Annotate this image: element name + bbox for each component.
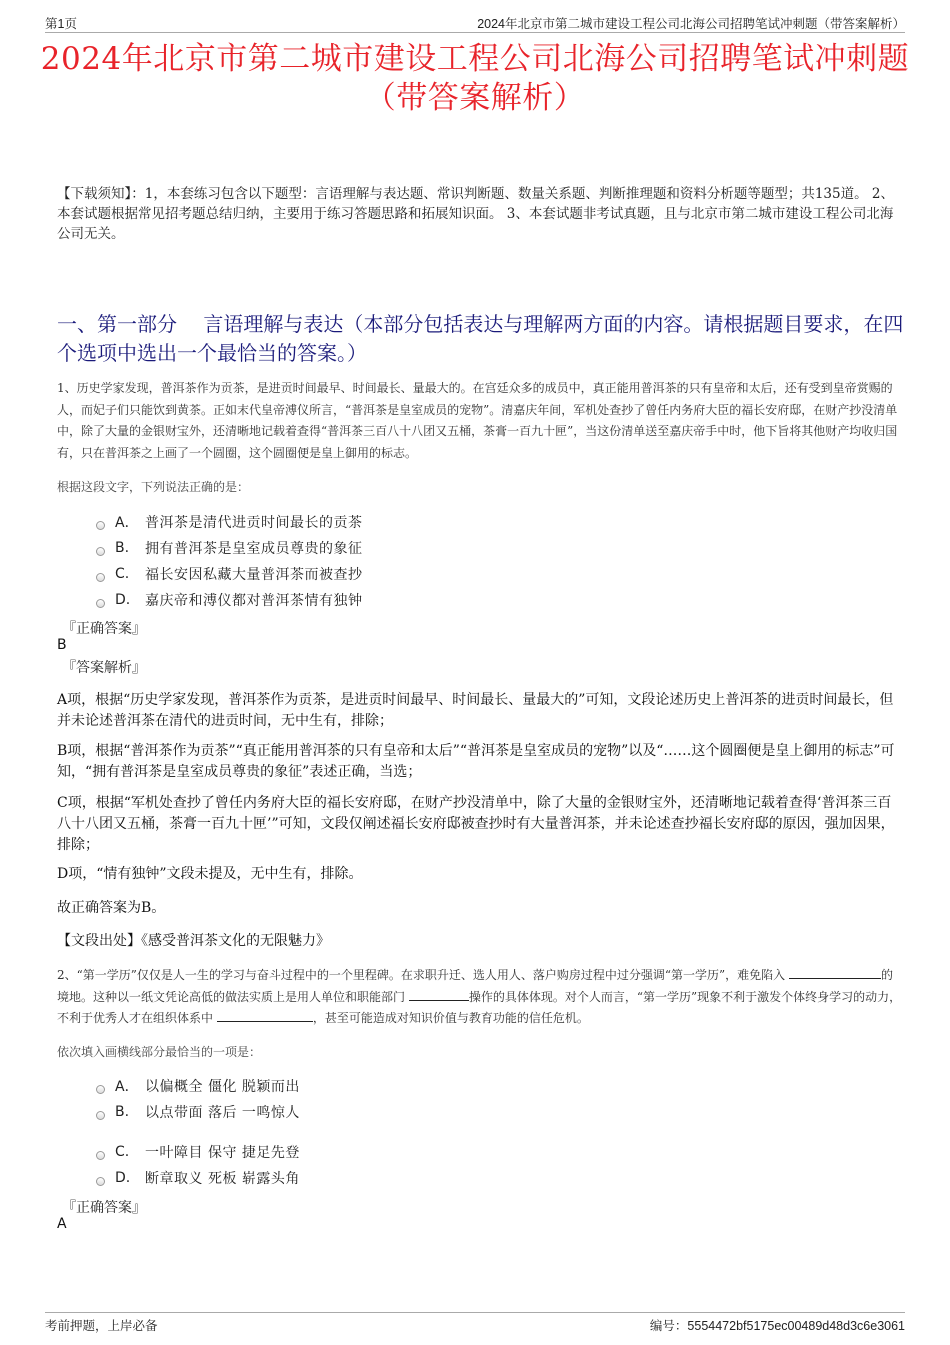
option-c[interactable] (96, 1139, 300, 1165)
option-text: 以偏概全 僵化 脱颖而出 (145, 1079, 300, 1095)
analysis-paragraph-c: C项，根据“军机处查抄了曾任内务府大臣的福长安府邸，在财产抄没清单中，除了大量的金银财宝外，还清晰地记载着查得‘普洱茶三百八十八团又五桶，茶膏一百九十匣’”可知，文段仅阐述福长安府邸被查抄时有大量普洱茶，并未论述查抄福长安府邸的原因，强加因果，排除； (57, 795, 895, 853)
option-text: 嘉庆帝和溥仪都对普洱茶情有独钟 (145, 593, 363, 609)
footer-slogan: 考前押题，上岸必备 (45, 1319, 158, 1333)
analysis-paragraph-a: A项，根据“历史学家发现，普洱茶作为贡茶，是进贡时间最早、时间最长、量最大的”可知，文段论述历史上普洱茶的进贡时间最长，但并未论述普洱茶在清代的进贡时间，无中生有，排除； (57, 692, 894, 729)
option-letter: C. (115, 566, 130, 582)
option-c[interactable] (96, 561, 363, 587)
page-number: 第1页 (45, 17, 77, 31)
option-a[interactable] (96, 1073, 300, 1099)
question-1-options (96, 509, 363, 613)
option-b[interactable] (96, 535, 363, 561)
question-2-stem (57, 965, 905, 1030)
option-text: 以点带面 落后 一鸣惊人 (145, 1105, 300, 1121)
option-d[interactable] (96, 587, 363, 613)
stem-part: 操作的具体体现。对个人而言，“第一学历”现象不利于激发个体终身学习的动力，不利于优秀人才在组织体系中 (57, 989, 902, 1025)
option-d[interactable] (96, 1165, 300, 1191)
correct-answer-label: 『正确答案』 (62, 1200, 146, 1216)
stem-part: ，甚至可能造成对知识价值与教育功能的信任危机。 (312, 1011, 589, 1025)
header-doc-title: 2024年北京市第二城市建设工程公司北海公司招聘笔试冲刺题（带答案解析） (477, 17, 905, 31)
fill-blank-3 (217, 1008, 313, 1022)
fill-blank-2 (409, 987, 469, 1001)
option-letter: B. (115, 1104, 130, 1120)
radio-button[interactable] (96, 1177, 105, 1186)
passage-source: 【文段出处】《感受普洱茶文化的无限魅力》 (57, 933, 330, 949)
code-label: 编号： (649, 1319, 688, 1333)
option-text: 福长安因私藏大量普洱茶而被查抄 (145, 567, 363, 583)
option-text: 一叶障目 保守 捷足先登 (145, 1145, 300, 1161)
question-2-prompt: 依次填入画横线部分最恰当的一项是： (57, 1045, 262, 1059)
question-1-stem: 1、历史学家发现，普洱茶作为贡茶，是进贡时间最早、时间最长、量最大的。在宫廷众多的成员中，真正能用普洱茶的只有皇帝和太后，还有受到皇帝赏赐的人，而妃子们只能饮到黄茶。正如末代皇帝溥仪所言，“普洱茶是皇室成员的宠物”。清嘉庆年间，军机处查抄了曾任内务府大臣的福长安府邸，在财产抄没清单中，除了大量的金银财宝外，还清晰地记载着查得“普洱茶三百八十八团又五桶，茶膏一百九十匣”，当这份清单送至嘉庆帝手中时，他下旨将其他财产均收归国有，只在普洱茶之上画了一个圆圈，这个圆圈便是皇上御用的标志。 (57, 381, 898, 460)
fill-blank-1 (789, 965, 881, 979)
option-letter: B. (115, 540, 130, 556)
option-letter: D. (115, 1170, 131, 1186)
question-2-options (96, 1073, 300, 1191)
section-title: 一、第一部分 言语理解与表达（本部分包括表达与理解两方面的内容。请根据题目要求，在四个选项中选出一个最恰当的答案。） (57, 312, 904, 365)
option-letter: D. (115, 592, 131, 608)
option-text: 拥有普洱茶是皇室成员尊贵的象征 (145, 541, 363, 557)
analysis-paragraph-d: D项，“情有独钟”文段未提及，无中生有，排除。 (57, 866, 363, 882)
option-letter: A． (115, 1079, 139, 1095)
stem-part: 的境地。这种以一纸文凭论高低的做法实质上是用人单位和职能部门 (57, 968, 894, 1004)
analysis-conclusion: 故正确答案为B。 (57, 900, 166, 916)
analysis-paragraph-b: B项，根据“普洱茶作为贡茶”“真正能用普洱茶的只有皇帝和太后”“普洱茶是皇室成员的宠物”以及“……这个圆圈便是皇上御用的标志”可知，“拥有普洱茶是皇室成员尊贵的象征”表述正确，当选； (57, 743, 895, 780)
radio-button[interactable] (96, 573, 105, 582)
title-line-1: 2024年北京市第二城市建设工程公司北海公司招聘笔试冲刺题 (40, 41, 910, 77)
radio-button[interactable] (96, 1151, 105, 1160)
title-line-2: （带答案解析） (364, 80, 586, 116)
correct-answer: B (57, 637, 67, 653)
option-b[interactable] (96, 1099, 300, 1125)
radio-button[interactable] (96, 599, 105, 608)
download-notice: 【下载须知】：1，本套练习包含以下题型：言语理解与表达题、常识判断题、数量关系题、判断推理题和资料分析题等题型；共135道。 2、本套试题根据常见招考题总结归纳，主要用于练习答题思路和拓展知识面。 3、本套试题非考试真题，且与北京市第二城市建设工程公司北海公司无关。 (57, 186, 894, 242)
radio-button[interactable] (96, 1085, 105, 1094)
question-1-prompt: 根据这段文字，下列说法正确的是： (57, 480, 250, 494)
radio-button[interactable] (96, 547, 105, 556)
page-header (45, 12, 905, 33)
correct-answer-label: 『正确答案』 (62, 621, 146, 637)
option-text: 普洱茶是清代进贡时间最长的贡茶 (145, 515, 363, 531)
page-footer (45, 1312, 905, 1333)
option-letter: C. (115, 1144, 130, 1160)
radio-button[interactable] (96, 1111, 105, 1120)
radio-button[interactable] (96, 521, 105, 530)
option-letter: A． (115, 515, 139, 531)
code-value: 5554472bf5175ec00489d48d3c6e3061 (687, 1319, 905, 1333)
option-a[interactable] (96, 509, 363, 535)
stem-part: 2、“第一学历”仅仅是人一生的学习与奋斗过程中的一个里程碑。在求职升迁、选人用人、落户购房过程中过分强调“第一学历”，难免陷入 (57, 968, 786, 982)
option-text: 断章取义 死板 崭露头角 (145, 1171, 300, 1187)
analysis-label: 『答案解析』 (62, 660, 146, 676)
document-code (650, 1316, 905, 1334)
correct-answer: A (57, 1216, 67, 1232)
document-title (20, 40, 930, 118)
